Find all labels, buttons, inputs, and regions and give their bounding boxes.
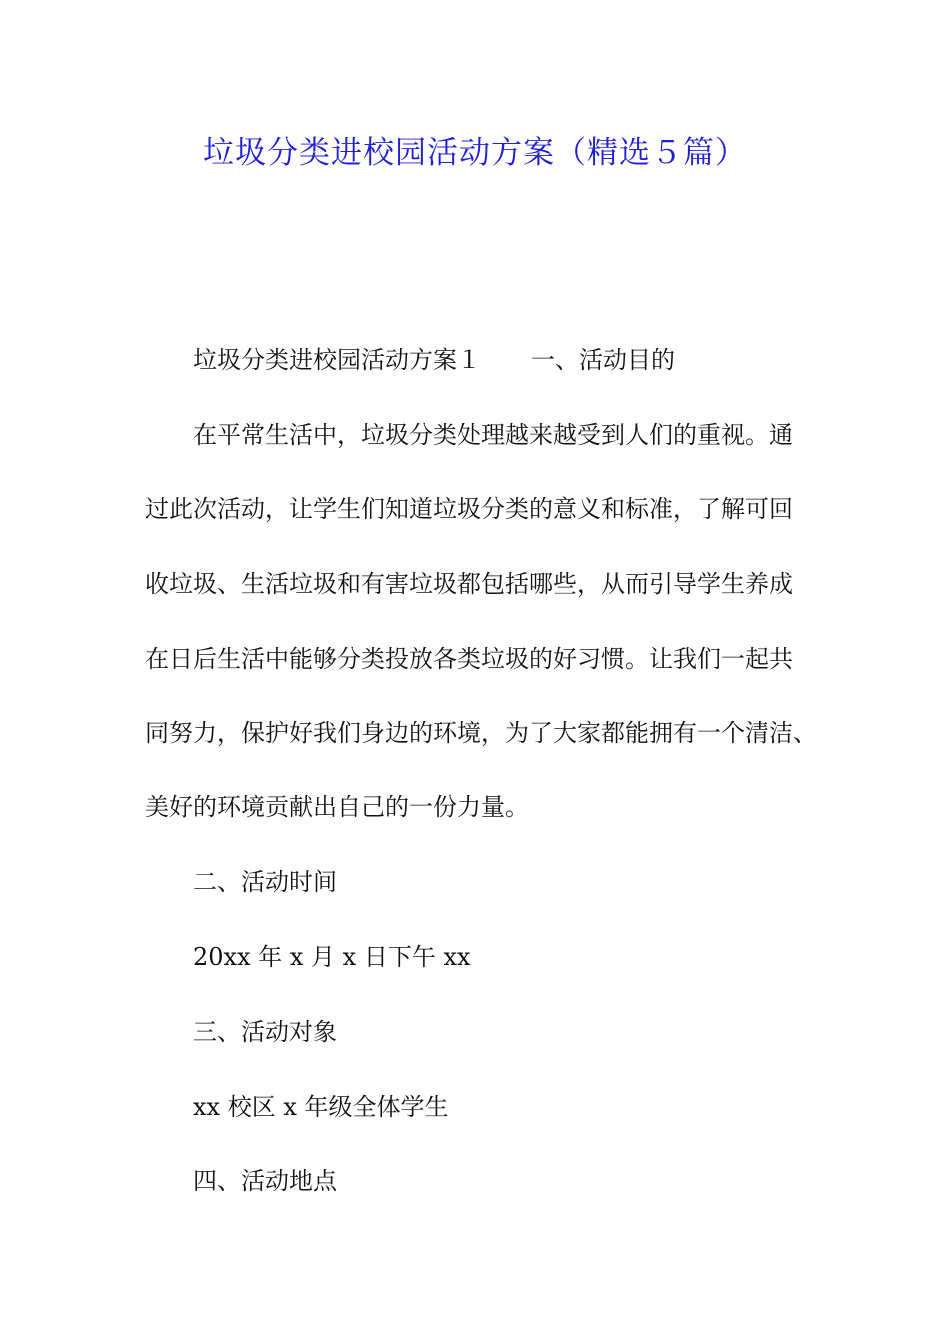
paragraph-line: 同努力，保护好我们身边的环境，为了大家都能拥有一个清洁、 (145, 719, 817, 747)
section-heading-row (193, 343, 675, 377)
location-heading: 四、活动地点 (193, 1167, 337, 1195)
target-value: xx 校区 x 年级全体学生 (193, 1093, 449, 1121)
document-title: 垃圾分类进校园活动方案（精选５篇） (203, 135, 747, 171)
paragraph-line: 过此次活动，让学生们知道垃圾分类的意义和标准，了解可回 (145, 495, 793, 523)
paragraph-line: 在日后生活中能够分类投放各类垃圾的好习惯。让我们一起共 (145, 645, 793, 673)
purpose-heading: 一、活动目的 (531, 346, 675, 374)
paragraph-line: 美好的环境贡献出自己的一份力量。 (145, 793, 529, 821)
time-heading: 二、活动时间 (193, 868, 337, 896)
target-heading: 三、活动对象 (193, 1018, 337, 1046)
plan-heading: 垃圾分类进校园活动方案１ (193, 346, 481, 374)
time-value: 20xx 年 x 月 x 日下午 xx (193, 943, 471, 971)
paragraph-line: 收垃圾、生活垃圾和有害垃圾都包括哪些，从而引导学生养成 (145, 570, 793, 598)
paragraph-line: 在平常生活中，垃圾分类处理越来越受到人们的重视。通 (193, 421, 793, 449)
